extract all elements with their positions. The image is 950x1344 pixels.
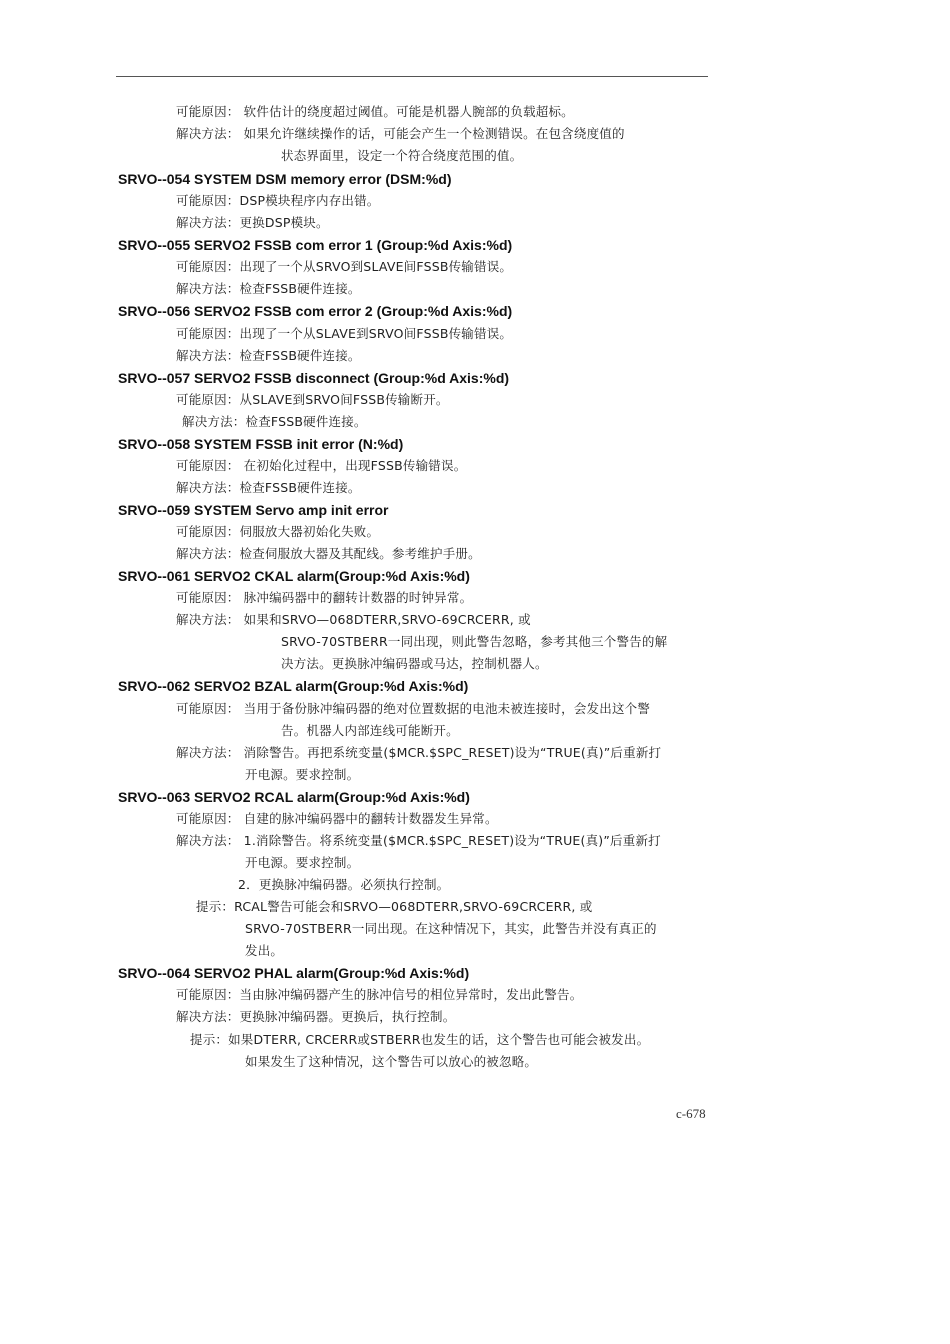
text-line: 解决方法：更换脉冲编码器。更换后，执行控制。 (176, 1009, 456, 1024)
text-line: 状态界面里，设定一个符合绕度范围的值。 (281, 148, 523, 163)
error-heading: SRVO--063 SERVO2 RCAL alarm(Group:%d Axis:%d) (118, 789, 470, 805)
text-line: 告。机器人内部连线可能断开。 (281, 723, 459, 738)
text-line: 解决方法： 如果允许继续操作的话，可能会产生一个检测错误。在包含绕度值的 (176, 126, 625, 141)
error-heading: SRVO--062 SERVO2 BZAL alarm(Group:%d Axis:%d) (118, 678, 469, 694)
text-line: 解决方法：检查FSSB硬件连接。 (176, 281, 361, 296)
text-line: 解决方法：检查FSSB硬件连接。 (182, 414, 367, 429)
text-line: 解决方法： 如果和SRVO—068DTERR,SRVO-69CRCERR, 或 (176, 612, 531, 627)
text-line: 解决方法：检查FSSB硬件连接。 (176, 480, 361, 495)
text-line: 可能原因： 在初始化过程中，出现FSSB传输错误。 (176, 458, 467, 473)
page-number: c-678 (676, 1106, 706, 1121)
text-line: 可能原因： 软件估计的绕度超过阈值。可能是机器人腕部的负载超标。 (176, 104, 574, 119)
text-line: 可能原因：伺服放大器初始化失败。 (176, 524, 380, 539)
header-rule (116, 76, 708, 77)
error-heading: SRVO--056 SERVO2 FSSB com error 2 (Group:%d Axis:%d) (118, 303, 513, 319)
text-line: 解决方法： 1.消除警告。将系统变量($MCR.$SPC_RESET)设为“TRUE(真)”后重新打 (176, 833, 661, 848)
text-line: 解决方法：更换DSP模块。 (176, 215, 329, 230)
text-line: 如果发生了这种情况，这个警告可以放心的被忽略。 (245, 1054, 538, 1069)
text-line: 2．更换脉冲编码器。必须执行控制。 (238, 877, 450, 892)
error-heading: SRVO--057 SERVO2 FSSB disconnect (Group:%d Axis:%d) (118, 370, 510, 386)
text-line: SRVO-70STBERR一同出现，则此警告忽略，参考其他三个警告的解 (281, 634, 668, 649)
text-line: 开电源。要求控制。 (245, 855, 360, 870)
text-line: 解决方法：检查FSSB硬件连接。 (176, 348, 361, 363)
error-heading: SRVO--061 SERVO2 CKAL alarm(Group:%d Axis:%d) (118, 568, 470, 584)
text-line: 可能原因： 自建的脉冲编码器中的翻转计数器发生异常。 (176, 811, 498, 826)
text-line: 可能原因： 当用于备份脉冲编码器的绝对位置数据的电池未被连接时，会发出这个警 (176, 701, 651, 716)
text-line: 开电源。要求控制。 (245, 767, 360, 782)
text-line: 可能原因：出现了一个从SRVO到SLAVE间FSSB传输错误。 (176, 259, 513, 274)
error-heading: SRVO--055 SERVO2 FSSB com error 1 (Group:%d Axis:%d) (118, 237, 513, 253)
error-heading: SRVO--059 SYSTEM Servo amp init error (118, 502, 389, 518)
text-line: SRVO-70STBERR一同出现。在这种情况下，其实，此警告并没有真正的 (245, 921, 657, 936)
error-heading: SRVO--054 SYSTEM DSM memory error (DSM:%d) (118, 171, 452, 187)
text-line: 决方法。更换脉冲编码器或马达，控制机器人。 (281, 656, 548, 671)
text-line: 可能原因：出现了一个从SLAVE到SRVO间FSSB传输错误。 (176, 326, 513, 341)
error-heading: SRVO--058 SYSTEM FSSB init error (N:%d) (118, 436, 404, 452)
text-line: 可能原因：DSP模块程序内存出错。 (176, 193, 380, 208)
text-line: 发出。 (245, 943, 284, 958)
text-line: 提示：如果DTERR, CRCERR或STBERR也发生的话，这个警告也可能会被发出。 (190, 1032, 650, 1047)
text-line: 可能原因：从SLAVE到SRVO间FSSB传输断开。 (176, 392, 449, 407)
error-heading: SRVO--064 SERVO2 PHAL alarm(Group:%d Axis:%d) (118, 965, 470, 981)
text-line: 解决方法：检查伺服放大器及其配线。参考维护手册。 (176, 546, 481, 561)
text-line: 可能原因：当由脉冲编码器产生的脉冲信号的相位异常时，发出此警告。 (176, 987, 583, 1002)
text-line: 提示：RCAL警告可能会和SRVO—068DTERR,SRVO-69CRCERR, 或 (196, 899, 593, 914)
text-line: 可能原因： 脉冲编码器中的翻转计数器的时钟异常。 (176, 590, 473, 605)
text-line: 解决方法： 消除警告。再把系统变量($MCR.$SPC_RESET)设为“TRUE(真)”后重新打 (176, 745, 662, 760)
